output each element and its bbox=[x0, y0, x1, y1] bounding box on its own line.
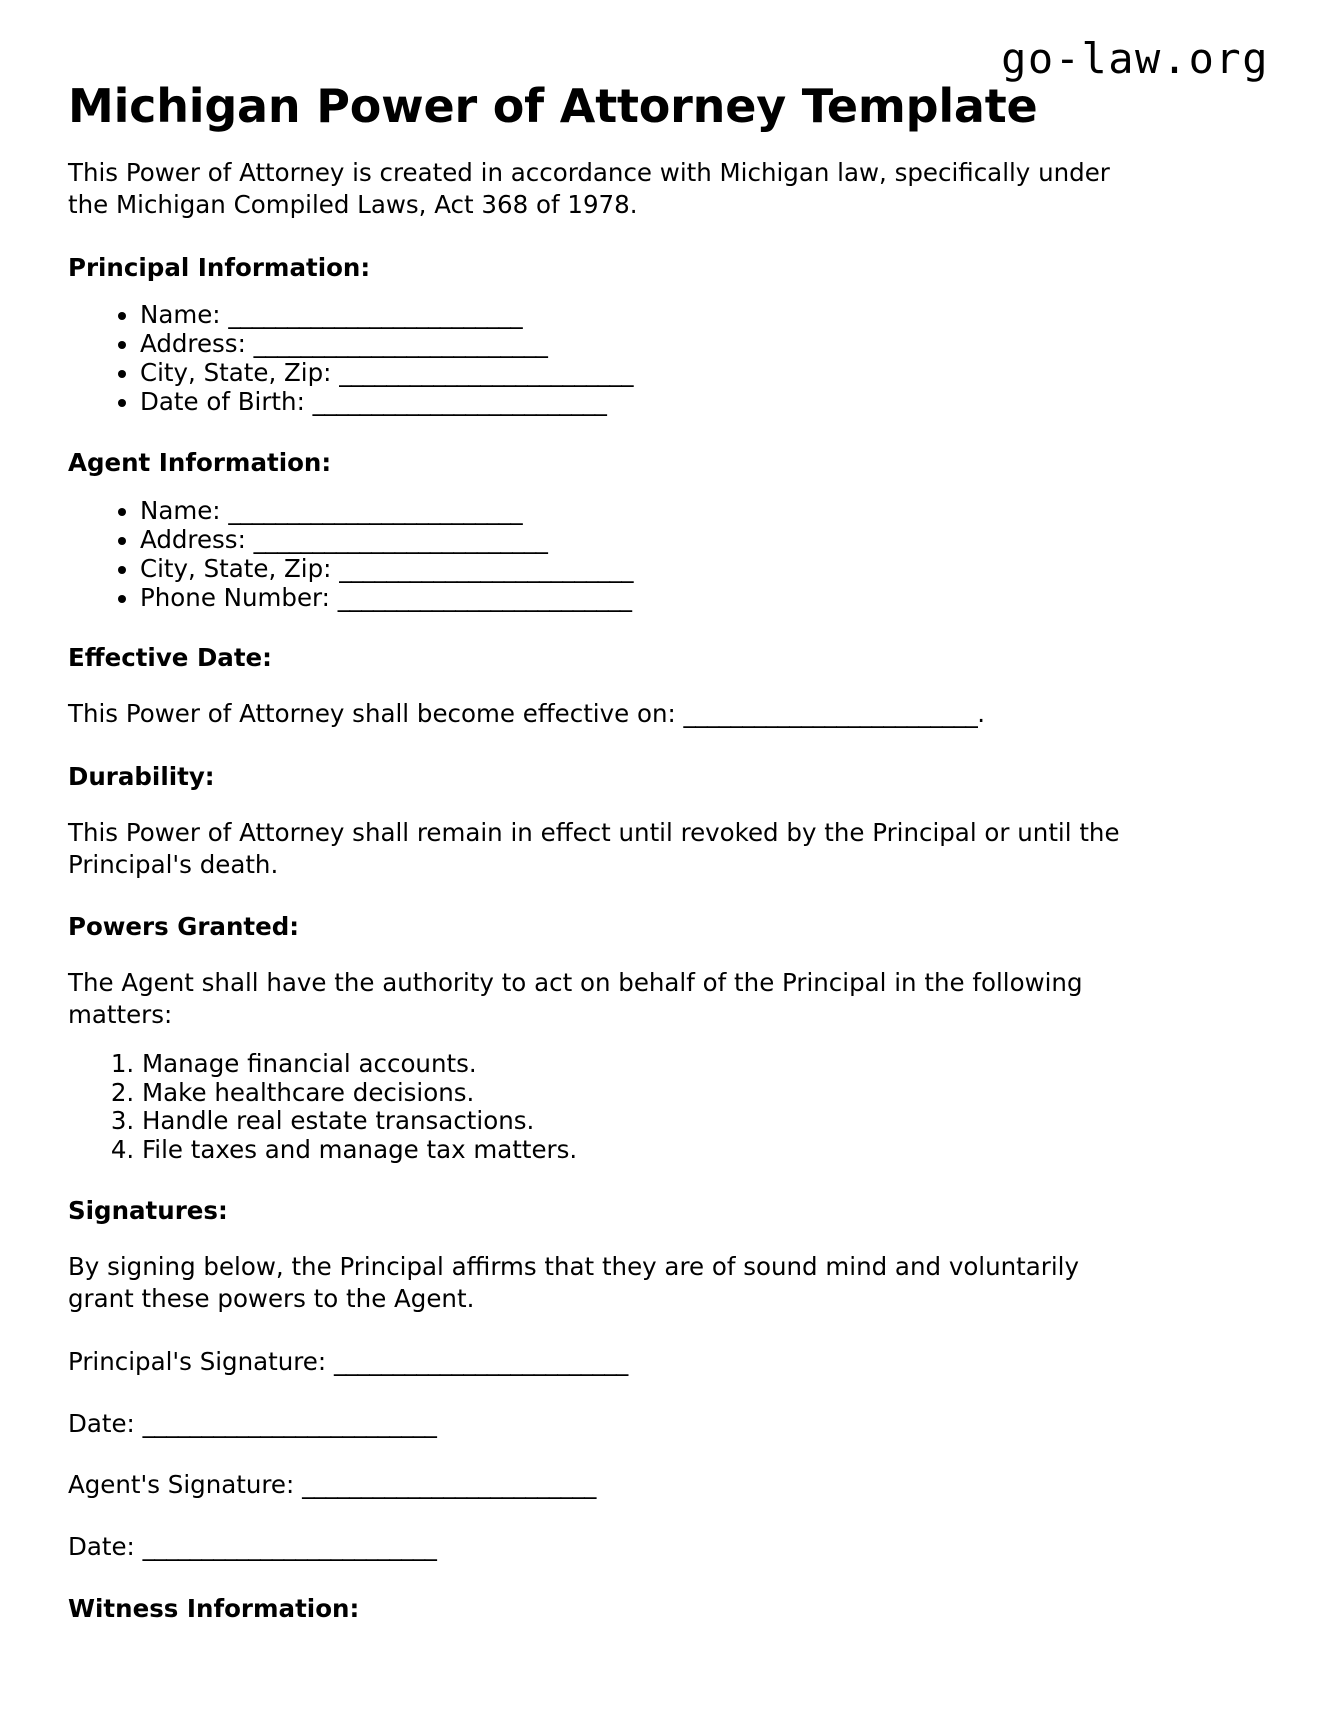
field-blank[interactable]: _________________________ bbox=[228, 300, 523, 330]
field-blank[interactable]: _________________________ bbox=[333, 1346, 628, 1376]
section-heading-durability: Durability: bbox=[68, 761, 215, 791]
signatures-paragraph: By signing below, the Principal affirms that they are of sound mind and voluntarily grant these powers to the Agent. bbox=[68, 1252, 1079, 1314]
effective-date-text: This Power of Attorney shall become effective on: bbox=[68, 699, 684, 729]
list-item bbox=[140, 359, 1263, 388]
field-label: Name: bbox=[140, 495, 221, 525]
field-blank[interactable]: _________________________ bbox=[312, 387, 607, 417]
principal-signature-line bbox=[68, 1346, 1263, 1378]
page-title: Michigan Power of Attorney Template bbox=[68, 79, 1038, 133]
field-label: City, State, Zip: bbox=[140, 358, 332, 388]
effective-date-blank[interactable]: _________________________ bbox=[683, 699, 978, 729]
section-heading-powers-granted: Powers Granted: bbox=[68, 912, 300, 942]
field-label: Address: bbox=[140, 329, 246, 359]
field-label: Phone Number: bbox=[140, 582, 330, 612]
powers-granted-list bbox=[68, 1050, 1263, 1166]
list-item bbox=[140, 497, 1263, 526]
agent-information-list bbox=[68, 497, 1263, 613]
section-heading-witness-information: Witness Information: bbox=[68, 1594, 360, 1624]
powers-intro-paragraph: The Agent shall have the authority to act on behalf of the Principal in the following matters: bbox=[68, 968, 1083, 1030]
list-item bbox=[140, 526, 1263, 555]
field-blank[interactable]: _________________________ bbox=[142, 1408, 437, 1438]
field-label: Date: bbox=[68, 1408, 135, 1438]
field-label: Date: bbox=[68, 1532, 135, 1562]
agent-signature-line bbox=[68, 1469, 1263, 1501]
field-label: Address: bbox=[140, 524, 246, 554]
section-heading-agent-information: Agent Information: bbox=[68, 448, 332, 478]
field-label: Principal's Signature: bbox=[68, 1346, 327, 1376]
list-item bbox=[140, 388, 1263, 417]
section-heading-effective-date: Effective Date: bbox=[68, 643, 272, 673]
section-heading-principal-information: Principal Information: bbox=[68, 252, 371, 282]
field-blank[interactable]: _________________________ bbox=[302, 1470, 596, 1500]
field-label: City, State, Zip: bbox=[140, 553, 332, 583]
effective-date-paragraph bbox=[68, 698, 1128, 730]
list-item bbox=[140, 584, 1263, 613]
intro-paragraph: This Power of Attorney is created in accordance with Michigan law, specifically under the Michigan Compiled Laws, Act 368 of 1978. bbox=[68, 157, 1110, 220]
field-blank[interactable]: _________________________ bbox=[339, 358, 633, 388]
field-label: Date of Birth: bbox=[140, 387, 305, 417]
field-label: Name: bbox=[140, 300, 221, 330]
list-item bbox=[140, 301, 1263, 330]
site-watermark: go-law.org bbox=[1001, 34, 1269, 83]
effective-date-period: . bbox=[977, 699, 986, 729]
field-label: Agent's Signature: bbox=[68, 1470, 295, 1500]
field-blank[interactable]: _________________________ bbox=[142, 1532, 437, 1562]
list-item: 2. Make healthcare decisions. bbox=[142, 1079, 1263, 1108]
list-item: 4. File taxes and manage tax matters. bbox=[142, 1136, 1263, 1165]
agent-date-line bbox=[68, 1531, 1263, 1563]
principal-date-line bbox=[68, 1408, 1263, 1440]
field-blank[interactable]: _________________________ bbox=[337, 582, 632, 612]
list-item bbox=[140, 330, 1263, 359]
list-item bbox=[140, 555, 1263, 584]
list-item: 3. Handle real estate transactions. bbox=[142, 1107, 1263, 1136]
section-heading-signatures: Signatures: bbox=[68, 1196, 228, 1226]
field-blank[interactable]: _________________________ bbox=[253, 329, 548, 359]
principal-information-list bbox=[68, 301, 1263, 417]
durability-paragraph: This Power of Attorney shall remain in effect until revoked by the Principal or until the Principal's death. bbox=[68, 817, 1120, 879]
field-blank[interactable]: _________________________ bbox=[339, 553, 633, 583]
field-blank[interactable]: _________________________ bbox=[228, 495, 523, 525]
list-item: 1. Manage financial accounts. bbox=[142, 1050, 1263, 1079]
field-blank[interactable]: _________________________ bbox=[253, 524, 548, 554]
